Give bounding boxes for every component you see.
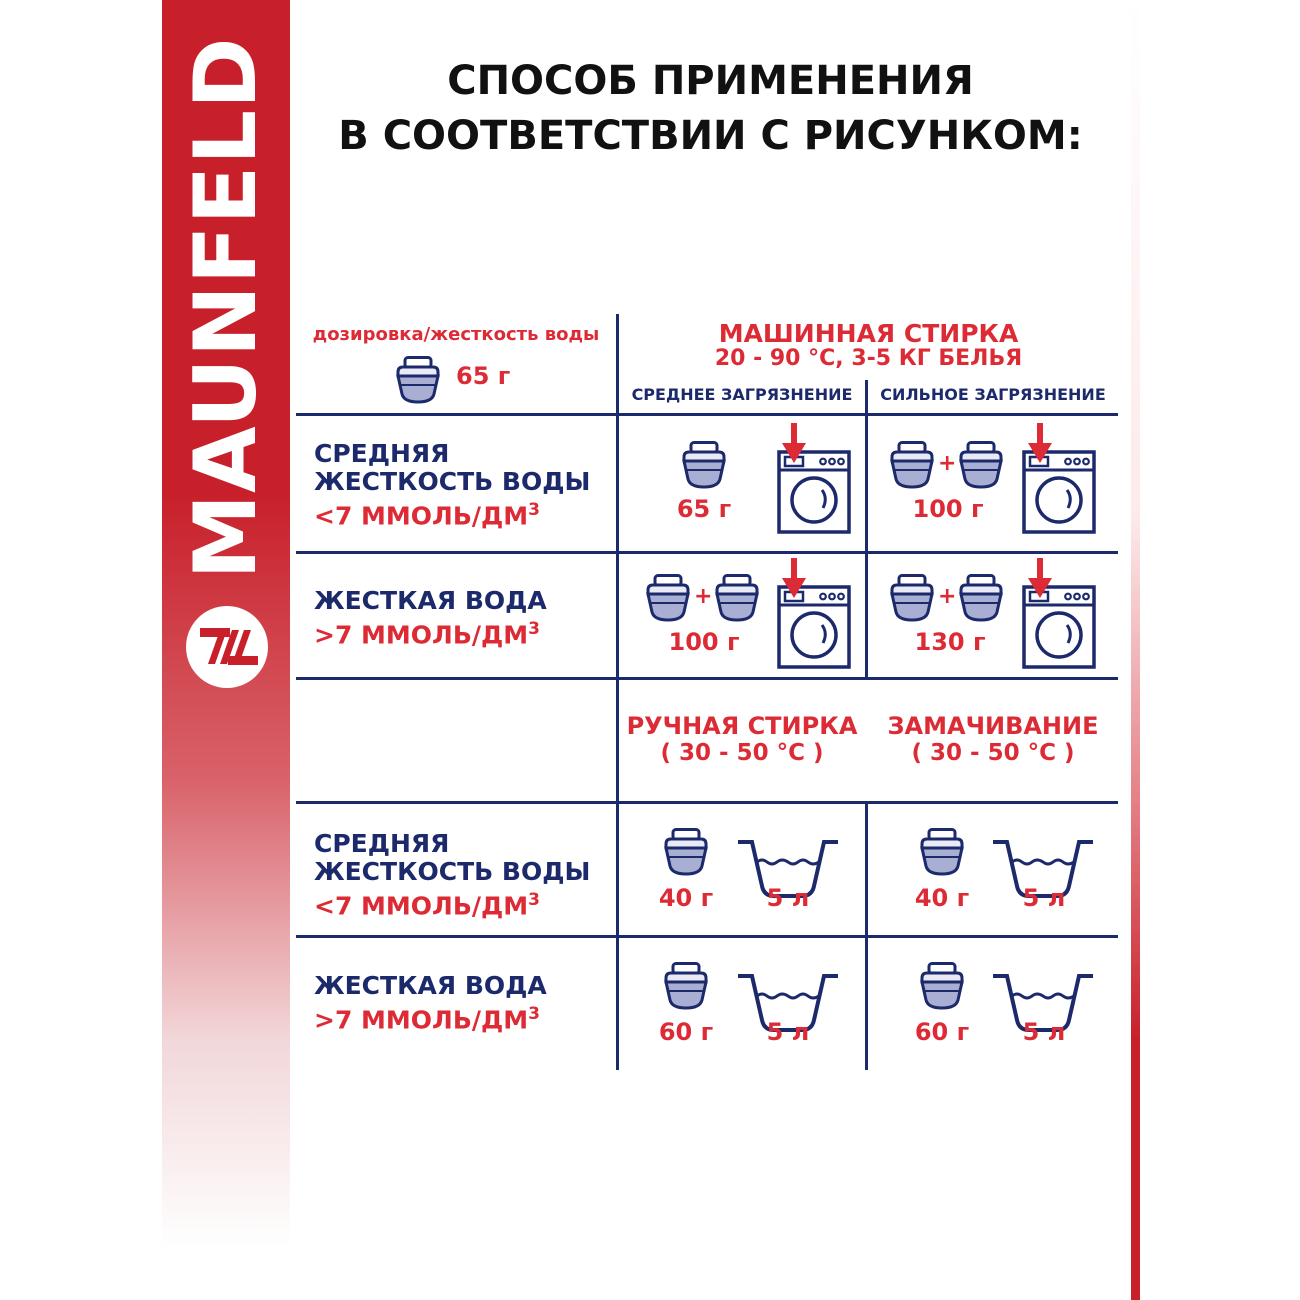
row-label-line1: СРЕДНЯЯ (314, 829, 450, 858)
grid-hline-1 (296, 413, 1118, 416)
row-label-line2: ЖЕСТКОСТЬ ВОДЫ (314, 467, 591, 496)
row-range-sup: 3 (528, 1004, 540, 1024)
title-line-1: СПОСОБ ПРИМЕНЕНИЯ (447, 58, 974, 104)
water-volume: 5 л (766, 1018, 810, 1046)
dosage-amount: 65 г (456, 362, 511, 390)
col-heavy-header: СИЛЬНОЕ ЗАГРЯЗНЕНИЕ (880, 385, 1106, 404)
grid-hline-4 (296, 801, 1118, 804)
row-label-medium-hardness (314, 830, 590, 920)
hand-wash-title: РУЧНАЯ СТИРКА (626, 712, 858, 740)
grid-hline-3 (296, 677, 1118, 680)
water-volume: 5 л (766, 884, 810, 912)
cup-icon (645, 574, 691, 622)
cup-icon (395, 356, 441, 404)
row-label-medium-hardness (314, 440, 590, 530)
grid-vline-1 (616, 314, 619, 1070)
row-range: <7 ММОЛЬ/ДМ (314, 891, 529, 921)
machine-title: МАШИННАЯ СТИРКА (718, 319, 1019, 348)
row-label-line2: ЖЕСТКОСТЬ ВОДЫ (314, 857, 591, 886)
title-line-2: В СООТВЕТСТВИИ С РИСУНКОМ: (338, 113, 1083, 159)
soak-subtitle: ( 30 - 50 °С ) (911, 740, 1075, 766)
grid-vline-2 (865, 380, 868, 680)
row-label-hard-water (314, 587, 547, 649)
row-label-line1: ЖЕСТКАЯ ВОДА (314, 586, 547, 615)
arrow-down-icon (782, 558, 806, 598)
dose-amount: 130 г (914, 628, 986, 656)
dose-amount: 100 г (912, 495, 984, 523)
cup-icon (889, 574, 935, 622)
dose-amount: 40 г (658, 884, 714, 912)
water-volume: 5 л (1022, 884, 1066, 912)
arrow-down-icon (1028, 558, 1052, 598)
cup-icon (919, 828, 965, 876)
col-medium-header: СРЕДНЕЕ ЗАГРЯЗНЕНИЕ (631, 385, 853, 404)
right-accent-line (1131, 0, 1140, 1300)
hand-wash-subtitle: ( 30 - 50 °С ) (660, 740, 824, 766)
cup-icon (681, 441, 727, 489)
dose-amount: 65 г (676, 495, 732, 523)
cup-icon (663, 962, 709, 1010)
cup-icon (958, 574, 1004, 622)
plus-sign: + (938, 584, 957, 609)
water-volume: 5 л (1022, 1018, 1066, 1046)
dosage-label: дозировка/жесткость воды (312, 324, 600, 345)
dose-amount: 40 г (914, 884, 970, 912)
cup-icon (663, 828, 709, 876)
row-range: >7 ММОЛЬ/ДМ (314, 1005, 529, 1035)
grid-hline-2 (296, 551, 1118, 554)
cup-icon (919, 962, 965, 1010)
soak-title: ЗАМАЧИВАНИЕ (887, 712, 1099, 740)
page-title (290, 54, 1131, 164)
dose-amount: 100 г (668, 628, 740, 656)
row-range: <7 ММОЛЬ/ДМ (314, 501, 529, 531)
brand-name: MAUNFELD (176, 36, 276, 580)
machine-subtitle: 20 - 90 °С, 3-5 КГ БЕЛЬЯ (714, 346, 1023, 371)
cup-icon (889, 441, 935, 489)
plus-sign: + (694, 584, 713, 609)
dose-amount: 60 г (658, 1018, 714, 1046)
row-range-sup: 3 (528, 500, 540, 520)
row-range: >7 ММОЛЬ/ДМ (314, 620, 529, 650)
cup-icon (958, 441, 1004, 489)
arrow-down-icon (1028, 423, 1052, 463)
cup-icon (714, 574, 760, 622)
dose-amount: 60 г (914, 1018, 970, 1046)
arrow-down-icon (782, 423, 806, 463)
row-range-sup: 3 (528, 619, 540, 639)
row-label-hard-water (314, 972, 547, 1034)
brand-logo-icon (186, 606, 268, 688)
row-range-sup: 3 (528, 890, 540, 910)
plus-sign: + (938, 451, 957, 476)
row-label-line1: СРЕДНЯЯ (314, 439, 450, 468)
grid-hline-5 (296, 935, 1118, 938)
row-label-line1: ЖЕСТКАЯ ВОДА (314, 971, 547, 1000)
